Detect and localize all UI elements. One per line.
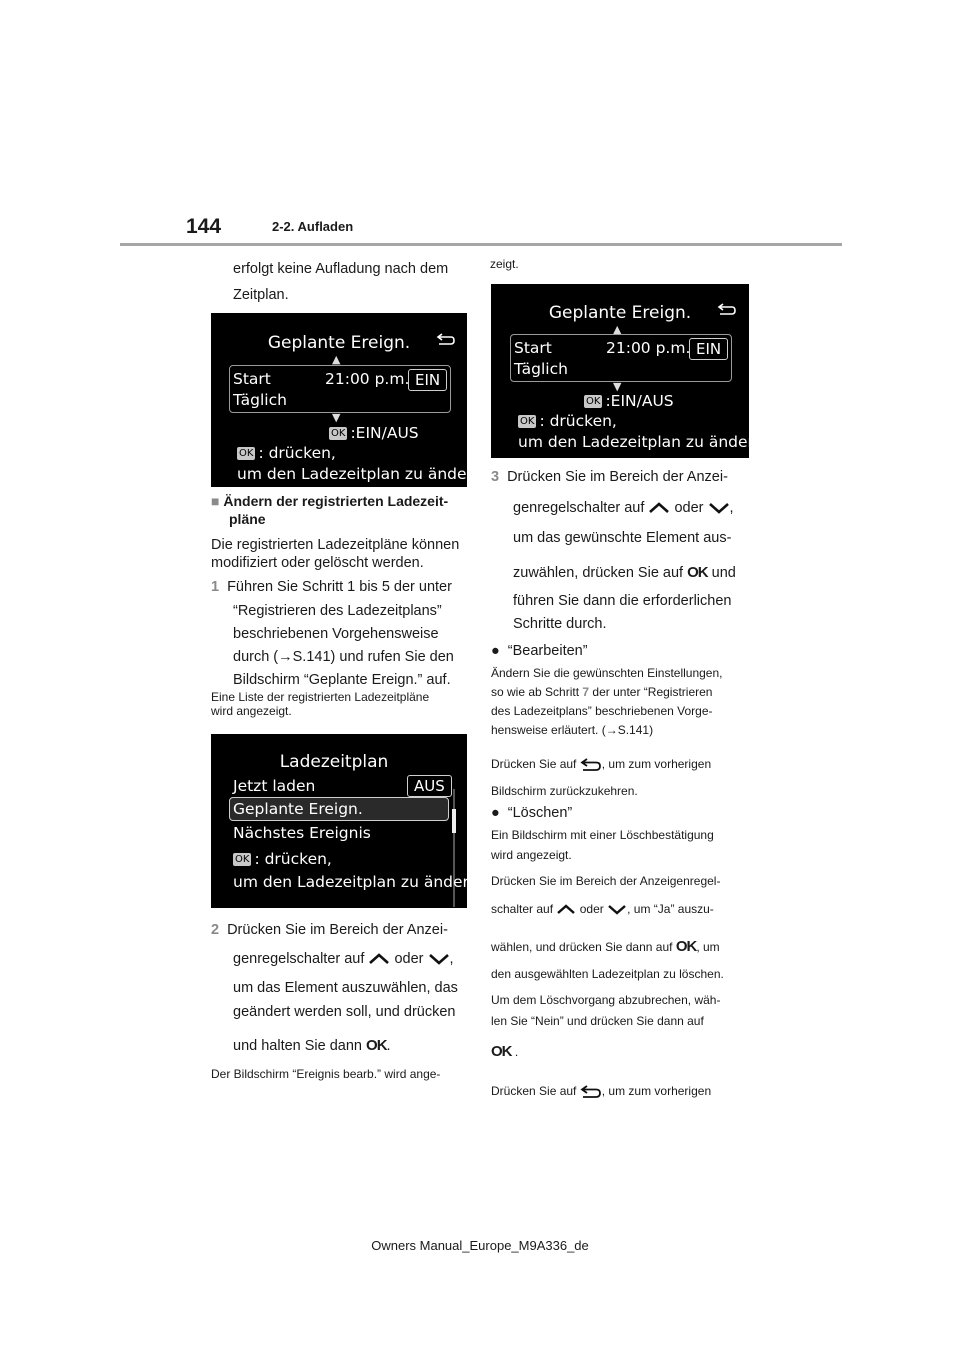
time-value: 21:00 p.m.: [325, 370, 410, 388]
ok-badge: OK: [331, 428, 346, 439]
ok-press-line: [518, 410, 617, 432]
ein-aus-label: :EIN/AUS: [605, 392, 674, 410]
ok-icon: OK: [687, 564, 708, 581]
daily-label: Täglich: [233, 391, 287, 409]
back-line-1: [491, 757, 711, 772]
change-label: um den Ladezeitplan zu ändern: [518, 433, 764, 451]
text: oder: [394, 951, 424, 967]
step-number: 2: [211, 922, 220, 938]
text: und: [711, 565, 736, 581]
daily-label: Täglich: [514, 360, 568, 378]
chevron-down-icon: [708, 502, 730, 514]
delete-line-9: [491, 1044, 518, 1060]
step-3-text: Drücken Sie im Bereich der Anzei-: [507, 469, 728, 485]
back-icon: [580, 1085, 602, 1099]
cont-zeigt: zeigt.: [490, 257, 519, 271]
step-ref: 7: [582, 685, 590, 699]
text: so wie ab Schritt: [491, 685, 580, 699]
intro-line-2: modifiziert oder gelöscht werden.: [211, 555, 424, 571]
heading-line-1: Ändern der registrierten Ladezeit-: [223, 493, 449, 509]
text: schalter auf: [491, 902, 554, 916]
back-line-3: [491, 1084, 711, 1099]
chevron-up-icon: [368, 953, 390, 965]
text: , um zum vorherigen: [601, 1084, 712, 1098]
page-number: 144: [186, 215, 222, 238]
edit-line-1: Ändern Sie die gewünschten Einstellungen,: [491, 666, 723, 680]
note-2: Der Bildschirm “Ereignis bearb.” wird ange-: [211, 1067, 441, 1081]
delete-line-8: len Sie “Nein” und drücken Sie dann auf: [491, 1014, 704, 1028]
note-1-line-1: Eine Liste der registrierten Ladezeitpläne: [211, 690, 430, 704]
text: .: [386, 1038, 391, 1054]
delete-line-2: wird angezeigt.: [491, 848, 572, 862]
ok-press-line: [233, 848, 332, 870]
text: oder: [674, 500, 704, 516]
delete-line-5: [491, 939, 720, 955]
square-bullet-icon: ■: [211, 493, 220, 509]
bullet-icon: ●: [491, 643, 500, 659]
heading-line-2: pläne: [229, 511, 266, 527]
scrollbar-thumb: [452, 809, 456, 833]
change-label: um den Ladezeitplan zu ändern: [233, 873, 479, 891]
text: , um “Ja” auszu-: [627, 902, 714, 916]
start-label: Start: [233, 370, 271, 388]
press-label: : drücken,: [539, 412, 617, 430]
step-2-line-5: [233, 1034, 391, 1058]
text: oder: [579, 902, 604, 916]
text: Drücken Sie auf: [491, 1084, 577, 1098]
step-1-line-2: “Registrieren des Ladezeitplans”: [233, 603, 442, 619]
chevron-down-icon: [428, 953, 450, 965]
ok-press-line: [237, 442, 336, 464]
delete-line-7: Um dem Löschvorgang abzubrechen, wäh-: [491, 993, 721, 1007]
back-icon: [717, 303, 737, 321]
ein-aus-label: :EIN/AUS: [350, 424, 419, 442]
aus-badge: AUS: [407, 775, 452, 797]
press-label: : drücken,: [254, 850, 332, 868]
text: zuwählen, drücken Sie auf: [513, 565, 684, 581]
text: , um: [696, 940, 720, 954]
screen-geplante-ereign: [211, 313, 483, 487]
step-2-text: Drücken Sie im Bereich der Anzei-: [227, 922, 448, 938]
back-icon: [580, 758, 602, 772]
step-3-line-2: [513, 497, 734, 520]
step-3-line-5: führen Sie dann die erforderlichen: [513, 593, 732, 609]
step-3-line-4: [513, 561, 736, 585]
chevron-up-icon: ▲: [613, 323, 622, 336]
menu-item-geplante-ereign: Geplante Ereign.: [233, 800, 363, 818]
edit-line-2: [491, 685, 712, 700]
step-2-line-1: [211, 919, 448, 942]
text: genregelschalter auf: [233, 951, 365, 967]
text: , um zum vorherigen: [601, 757, 712, 771]
step-number: 1: [211, 579, 220, 595]
text: wählen, und drücken Sie dann auf: [491, 940, 673, 954]
text: genregelschalter auf: [513, 500, 645, 516]
ok-icon: OK: [491, 1043, 512, 1060]
edit-line-3: des Ladezeitplans” beschriebenen Vorge-: [491, 704, 713, 718]
event-box: [229, 365, 451, 413]
screen-ladezeitplan: [211, 734, 479, 908]
ein-badge: EIN: [408, 369, 447, 391]
step-1-line-1: [211, 576, 452, 599]
bullet-text: “Bearbeiten”: [507, 643, 588, 659]
bullet-text: “Löschen”: [507, 805, 573, 821]
text: der unter “Registrieren: [592, 685, 713, 699]
edit-line-4: hensweise erläutert. (→S.141): [491, 723, 654, 737]
step-1-line-3: beschriebenen Vorgehensweise: [233, 626, 439, 642]
menu-item-naechstes-ereignis: Nächstes Ereignis: [233, 824, 371, 842]
ok-badge: OK: [520, 416, 535, 427]
step-2-line-2: [233, 948, 454, 971]
change-label: um den Ladezeitplan zu ändern: [237, 465, 483, 483]
step-2-line-4: geändert werden soll, und drücken: [233, 1004, 456, 1020]
step-1-line-5: Bildschirm “Geplante Ereign.” auf.: [233, 672, 451, 688]
step-2-line-3: um das Element auszuwählen, das: [233, 980, 458, 996]
step-3-line-1: [491, 466, 728, 489]
ok-badge: OK: [239, 448, 254, 459]
text: .: [514, 1045, 519, 1059]
text: und halten Sie dann: [233, 1038, 362, 1054]
ok-badge: OK: [586, 396, 601, 407]
screen-title: Geplante Ereign.: [548, 303, 692, 323]
back-icon: [436, 333, 456, 351]
menu-item-jetzt-laden: Jetzt laden: [233, 777, 316, 795]
chevron-up-icon: [556, 904, 576, 915]
bullet-icon: ●: [491, 805, 500, 821]
bullet-loeschen: [491, 802, 572, 825]
screen-title: Ladezeitplan: [279, 752, 389, 772]
start-label: Start: [514, 339, 552, 357]
ok-icon: OK: [675, 938, 697, 955]
event-box: [510, 334, 732, 382]
step-number: 3: [491, 469, 500, 485]
ok-ein-aus-line: [329, 422, 419, 444]
chevron-down-icon: [607, 904, 627, 915]
intro-line-1: Die registrierten Ladezeitpläne können: [211, 537, 460, 553]
section-heading: [211, 492, 448, 510]
footer: Owners Manual_Europe_M9A336_de: [371, 1238, 589, 1253]
step-3-line-3: um das gewünschte Element aus-: [513, 530, 732, 546]
press-label: : drücken,: [258, 444, 336, 462]
screen-title: Geplante Ereign.: [267, 333, 411, 353]
ein-badge: EIN: [689, 338, 728, 360]
step-3-line-6: Schritte durch.: [513, 616, 607, 632]
chevron-down-icon: ▼: [613, 380, 622, 393]
ok-icon: OK: [366, 1037, 387, 1054]
text: ,: [729, 500, 734, 516]
step-1-text: Führen Sie Schritt 1 bis 5 der unter: [227, 579, 452, 595]
step-1-line-4: durch (→S.141) und rufen Sie den: [233, 649, 454, 665]
chevron-up-icon: [648, 502, 670, 514]
delete-line-4: [491, 902, 714, 917]
header-rule: [120, 243, 842, 246]
delete-line-1: Ein Bildschirm mit einer Löschbestätigung: [491, 828, 714, 842]
text: Drücken Sie auf: [491, 757, 577, 771]
time-value: 21:00 p.m.: [606, 339, 691, 357]
delete-line-3: Drücken Sie im Bereich der Anzeigenregel-: [491, 874, 721, 888]
delete-line-6: den ausgewählten Ladezeitplan zu löschen.: [491, 967, 724, 981]
ok-ein-aus-line: [584, 390, 674, 412]
note-1-line-2: wird angezeigt.: [211, 704, 292, 718]
bullet-bearbeiten: [491, 640, 588, 663]
back-line-2: Bildschirm zurückzukehren.: [491, 784, 638, 798]
cont-line-2: Zeitplan.: [233, 287, 289, 303]
chevron-down-icon: ▼: [332, 411, 341, 424]
ok-badge: OK: [235, 854, 250, 865]
cont-line-1: erfolgt keine Aufladung nach dem: [233, 261, 449, 277]
section-header: 2-2. Aufladen: [272, 219, 354, 234]
chevron-up-icon: ▲: [332, 353, 341, 366]
screen-geplante-ereign-2: [491, 284, 764, 458]
text: ,: [449, 951, 454, 967]
